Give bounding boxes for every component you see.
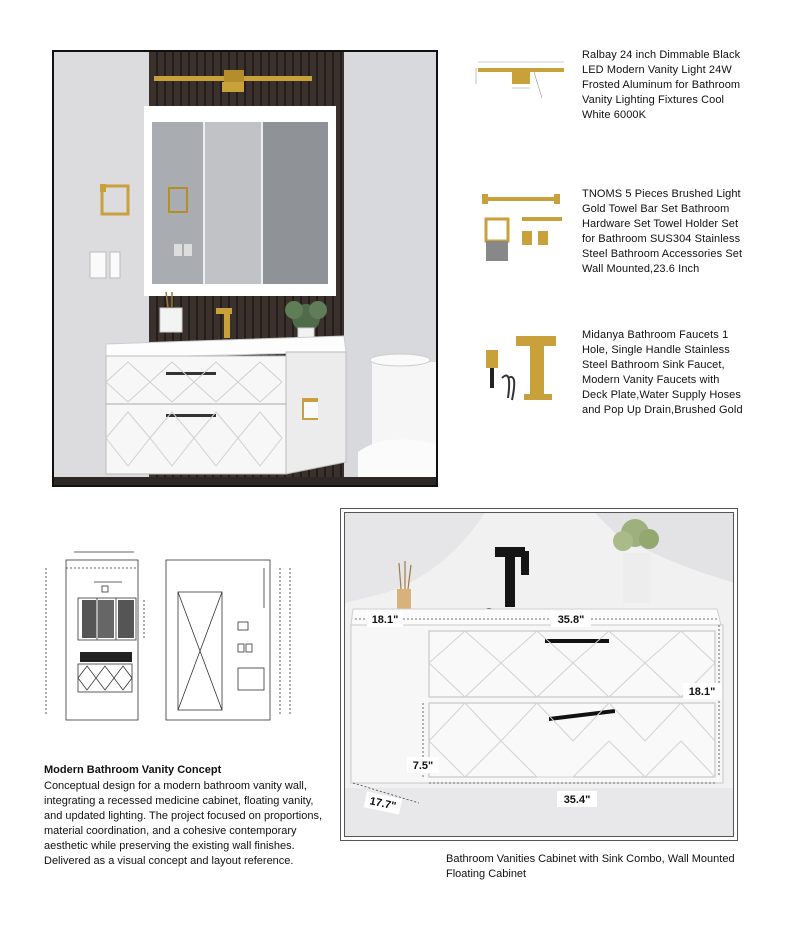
dim-drawer-height: 7.5" [412,760,434,772]
vanity-render-illustration [54,52,436,485]
product-name: Midanya Bathroom Faucets 1 Hole, Single Handle Stainless Steel Bathroom Sink Faucet, Modern Vanity Faucets with Deck Plate,Water Supply Hoses and Pop Up Drain,Brushed Gold [582,329,743,416]
concept-title: Modern Bathroom Vanity Concept [44,764,222,776]
product-towel-bar-set[interactable] [472,187,744,287]
dim-depth-bottom: 17.7" [368,795,398,813]
vanity-caption: Bathroom Vanities Cabinet with Sink Combo, Wall Mounted Floating Cabinet [446,853,735,880]
dim-depth-top: 18.1" [371,614,399,626]
elevation-drawing [42,548,304,726]
dim-width-top: 35.8" [557,614,585,626]
product-faucet[interactable] [472,328,744,448]
hero-render [52,50,438,487]
vanity-dimension-photo [340,508,738,841]
product-name: Ralbay 24 inch Dimmable Black LED Modern Vanity Light 24W Frosted Aluminum for Bathroom Vanity Lighting Fixtures Cool White 6000K [582,49,741,121]
product-vanity-light[interactable] [472,48,744,138]
product-name: TNOMS 5 Pieces Brushed Light Gold Towel Bar Set Bathroom Hardware Set Towel Holder Set for Bathroom SUS304 Stainless Steel Bathroom Accessories Set Wall Mounted,23.6 Inch [582,188,743,275]
vanity-light-icon [472,48,572,128]
concept-description [44,763,334,869]
vanity-dimension-illustration [345,513,734,837]
faucet-icon [472,328,572,408]
dim-width-bottom: 35.4" [563,794,591,806]
dim-height-side: 18.1" [688,686,716,698]
concept-body: Conceptual design for a modern bathroom vanity wall, integrating a recessed medicine cabinet, floating vanity, and updated lighting. The project focused on proportions, material coordination, and a cohesive contemporary aesthetic while preserving the existing wall finishes. Delivered as a visual concept and layout reference. [44,780,323,867]
towel-bar-set-icon [472,187,572,267]
